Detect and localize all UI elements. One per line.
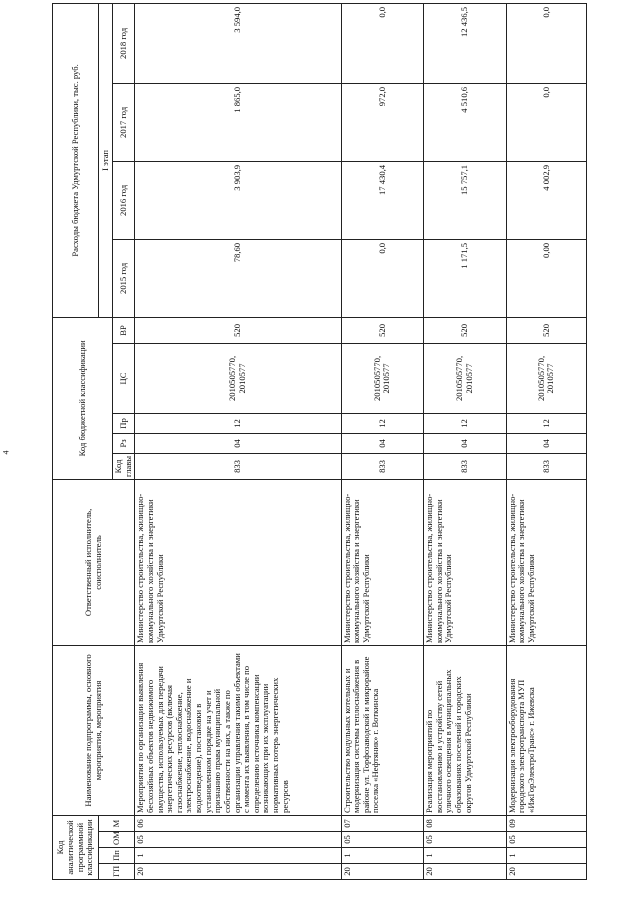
- cell-pr: 12: [506, 413, 586, 433]
- header-name: Наименование подпрограммы, основного мероприятия, мероприятия: [53, 645, 135, 815]
- cell-name: Строительство модульных котельных и модернизация системы теплоснабжения в районе ул. Торфозаводской и микрорайоне поселка «Нефтяник» г. Воткинска: [341, 645, 424, 815]
- cell-glava: 833: [424, 453, 507, 479]
- cell-pp: 1: [135, 848, 341, 864]
- header-gp: ГП: [99, 864, 135, 880]
- cell-glava: 833: [135, 453, 341, 479]
- cell-name: Реализация мероприятий по восстановлению и устройству сетей уличного освещения в муниципальных образованиях поселений и городских округов Удмуртской Республики: [424, 645, 507, 815]
- header-pr: Пр: [113, 413, 135, 433]
- budget-table: [52, 3, 587, 880]
- header-budget-code: Код бюджетной классификации: [53, 317, 113, 479]
- cell-cs: 2010505770, 2010577: [424, 343, 507, 413]
- header-vr: ВР: [113, 317, 135, 343]
- table-row: [135, 3, 341, 879]
- cell-2016: 15 757,1: [424, 161, 507, 239]
- cell-gp: 20: [135, 864, 341, 880]
- cell-executor: Министерство строительства, жилищно-коммунального хозяйства и энергетики Удмуртской Республики: [506, 479, 586, 645]
- cell-2017: 0,0: [506, 83, 586, 161]
- cell-m: 08: [424, 815, 507, 831]
- header-rz: Рз: [113, 433, 135, 453]
- header-m: М: [99, 815, 135, 831]
- cell-2017: 1 865,0: [135, 83, 341, 161]
- cell-om: 05: [424, 832, 507, 848]
- cell-pp: 1: [341, 848, 424, 864]
- page-number: 4: [1, 450, 11, 455]
- cell-rz: 04: [506, 433, 586, 453]
- header-2017: 2017 год: [113, 83, 135, 161]
- cell-2016: 17 430,4: [341, 161, 424, 239]
- cell-pr: 12: [341, 413, 424, 433]
- cell-m: 06: [135, 815, 341, 831]
- cell-pp: 1: [424, 848, 507, 864]
- cell-om: 05: [341, 832, 424, 848]
- cell-gp: 20: [341, 864, 424, 880]
- cell-cs: 2010505770, 2010577: [341, 343, 424, 413]
- cell-name: Модернизация электрооборудования городского электротранспорта МУП «ИжГорЭлектроТранс» г. Ижевска: [506, 645, 586, 815]
- cell-rz: 04: [135, 433, 341, 453]
- cell-executor: Министерство строительства, жилищно-коммунального хозяйства и энергетики Удмуртской Республики: [341, 479, 424, 645]
- cell-rz: 04: [341, 433, 424, 453]
- cell-gp: 20: [506, 864, 586, 880]
- cell-rz: 04: [424, 433, 507, 453]
- landscape-table-frame: [52, 6, 587, 880]
- cell-2017: 4 510,6: [424, 83, 507, 161]
- cell-cs: 2010505770, 2010577: [506, 343, 586, 413]
- header-2015: 2015 год: [113, 239, 135, 317]
- cell-pr: 12: [424, 413, 507, 433]
- cell-2018: 12 436,5: [424, 3, 507, 83]
- header-analytic-code: Код аналитической программной классификации: [53, 815, 99, 879]
- header-executor: Ответственный исполнитель, соисполнитель: [53, 479, 135, 645]
- table-row: [424, 3, 507, 879]
- cell-pp: 1: [506, 848, 586, 864]
- cell-vr: 520: [424, 317, 507, 343]
- cell-vr: 520: [341, 317, 424, 343]
- header-2016: 2016 год: [113, 161, 135, 239]
- header-om: ОМ: [99, 832, 135, 848]
- cell-2015: 1 171,5: [424, 239, 507, 317]
- cell-m: 07: [341, 815, 424, 831]
- cell-2018: 3 594,0: [135, 3, 341, 83]
- cell-2018: 0,0: [341, 3, 424, 83]
- header-2018: 2018 год: [113, 3, 135, 83]
- cell-2015: 0,0: [341, 239, 424, 317]
- header-expenses: Расходы бюджета Удмуртской Республики, тыс. руб.: [53, 3, 99, 317]
- cell-2016: 3 903,9: [135, 161, 341, 239]
- cell-om: 05: [506, 832, 586, 848]
- cell-vr: 520: [506, 317, 586, 343]
- cell-m: 09: [506, 815, 586, 831]
- cell-2018: 0,0: [506, 3, 586, 83]
- header-code-glavy: Код главы: [113, 453, 135, 479]
- cell-om: 05: [135, 832, 341, 848]
- cell-glava: 833: [506, 453, 586, 479]
- cell-executor: Министерство строительства, жилищно-коммунального хозяйства и энергетики Удмуртской Республики: [135, 479, 341, 645]
- header-pp: Пп: [99, 848, 135, 864]
- cell-2017: 972,0: [341, 83, 424, 161]
- cell-2015: 78,60: [135, 239, 341, 317]
- table-row: [506, 3, 586, 879]
- cell-2016: 4 002,9: [506, 161, 586, 239]
- cell-cs: 2010505770, 2010577: [135, 343, 341, 413]
- cell-executor: Министерство строительства, жилищно-коммунального хозяйства и энергетики Удмуртской Республики: [424, 479, 507, 645]
- cell-pr: 12: [135, 413, 341, 433]
- cell-gp: 20: [424, 864, 507, 880]
- cell-2015: 0,00: [506, 239, 586, 317]
- cell-name: Мероприятия по организации выявления бесхозяйных объектов недвижимого имущества, используемых для передачи энергетических ресурсов (включая газоснабжение, теплоснабжение, электроснабжение, водоснабжение и водоотведение), постановки в установленном порядке на учет и признанию права муниципальной собственности на них, а также по организации управления такими объектами с момента их выявления, в том числе по определению источника компенсации возникающих при их эксплуатации нормативных потерь энергетических ресурсов: [135, 645, 341, 815]
- cell-vr: 520: [135, 317, 341, 343]
- cell-glava: 833: [341, 453, 424, 479]
- header-cs: ЦС: [113, 343, 135, 413]
- table-row: [341, 3, 424, 879]
- header-stage: I этап: [99, 3, 113, 317]
